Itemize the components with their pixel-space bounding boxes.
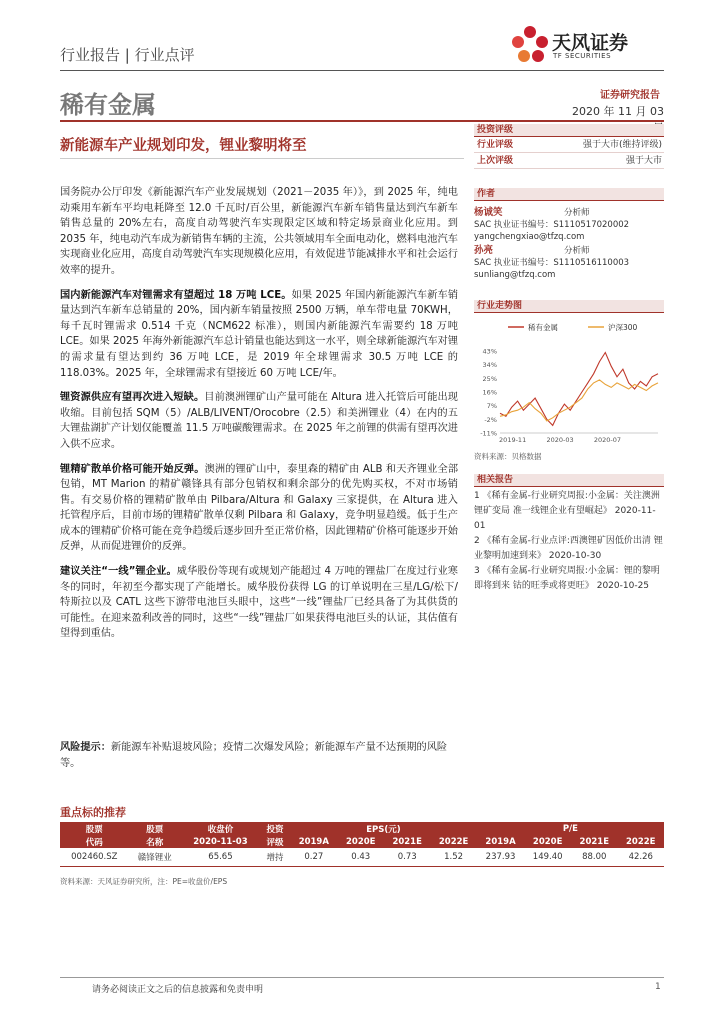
y-tick-label: 25%: [482, 374, 497, 383]
report-type: 行业报告 | 行业点评: [60, 46, 195, 64]
header-cell: 2019A: [290, 835, 337, 848]
author-role: 分析师: [564, 246, 590, 256]
logo-english: TF SECURITIES: [553, 52, 612, 60]
related-title: 相关报告: [474, 474, 664, 487]
table-cell: 149.40: [524, 848, 571, 866]
table-cell: 65.65: [181, 848, 260, 866]
risk-text: 新能源车补贴退坡风险；疫情二次爆发风险；新能源车产量不达预期的风险等。: [60, 742, 448, 769]
trend-source: 资料来源：贝格数据: [474, 452, 542, 461]
header-cell: 2020E: [524, 835, 571, 848]
rating-row: [474, 153, 664, 169]
table-source-note: 资料来源：天风证券研究所，注：PE=收盘价/EPS: [60, 877, 228, 886]
risk-lead: 风险提示：: [60, 742, 111, 753]
header-cell: 2022E: [617, 835, 664, 848]
series-line: [500, 353, 658, 426]
paragraph: [60, 462, 458, 556]
y-tick-label: 16%: [482, 388, 497, 397]
table-cell: 赣锋锂业: [129, 848, 181, 866]
table-cell: 237.93: [477, 848, 524, 866]
title-underline: [60, 158, 464, 159]
paragraph-lead: 建议关注“一线”锂企业。: [60, 566, 177, 578]
author-name: 孙亮: [474, 245, 494, 256]
paragraph-text: 如果 2025 年国内新能源汽车新车销量达到汽车新车总销量的 20%，国内新车销量按照 2500 万辆，单车带电量 70KWH，每千瓦时锂需求 0.514 千克（NCM622 标准），则国内新能源汽车需要约 18 万吨 LCE。如果 2025 年海外新能源汽车总计销量也能达到这一水平，则全球新能源汽车对锂的需求量有望达到约 36 万吨 LCE，是 2019 年全球锂需求 30.5 万吨 LCE 的 118.03%。2025 年，全球锂需求有望接近 60 万吨 LCE/年。: [60, 289, 459, 379]
paragraph-text: 威华股份等现有或规划产能超过 4 万吨的锂盐厂在度过行业寒冬的同时，年初至今都实现了产能增长。威华股份获得 LG 的订单说明在三星/LG/松下/特斯拉以及 CATL 这些下游带电池巨头眼中，这些“一线”锂盐厂已经具备了为其供货的可能性。在迎来盈利改善的同时，这些“一线”锂盐厂如果获得电池巨头的认证，其估值有望得到重估。: [60, 566, 458, 640]
rating-row: [474, 137, 664, 153]
table-row: [60, 848, 664, 866]
table-cell: 002460.SZ: [60, 848, 129, 866]
y-tick-label: 7%: [486, 402, 497, 411]
y-tick-label: 34%: [482, 361, 497, 370]
footer-divider: [60, 977, 664, 978]
header-cell: 2021E: [571, 835, 617, 848]
author-role: 分析师: [564, 208, 590, 218]
rating-value: 强于大市(维持评级): [582, 140, 662, 150]
risk-warning: [60, 740, 458, 771]
sector-title: 稀有金属: [60, 91, 156, 119]
stocks-table: [60, 822, 664, 867]
header-cell: 代码: [60, 835, 129, 848]
rating-value: 强于大市: [625, 156, 662, 166]
paragraph: [60, 390, 458, 452]
x-tick-label: 2020-07: [593, 436, 622, 444]
author-cert: SAC 执业证书编号：S1110516110003: [474, 258, 630, 268]
paragraph: [60, 564, 458, 642]
header-cell: 股票: [129, 822, 181, 835]
legend-label: 沪深300: [608, 323, 638, 332]
x-tick-label: 2019-11: [499, 436, 527, 444]
header-divider: [60, 70, 664, 71]
header-cell: 2020-11-03: [181, 835, 260, 848]
logo-icon: [508, 20, 552, 68]
related-item[interactable]: 1 《稀有金属-行业研究周报:小金属：关注澳洲锂矿变局 准一线锂企业有望崛起》 2020-11-01: [474, 491, 660, 531]
table-cell: 0.43: [338, 848, 384, 866]
author-email[interactable]: sunliang@tfzq.com: [474, 270, 556, 280]
header-cell: 股票: [60, 822, 129, 835]
related-box: [474, 474, 664, 594]
header-cell: P/E: [477, 822, 664, 835]
paragraph-lead: 锂资源供应有望再次进入短缺。: [60, 392, 205, 404]
rating-key: 上次评级: [477, 156, 514, 166]
header-cell: 名称: [129, 835, 181, 848]
related-item[interactable]: 2 《稀有金属-行业点评:西澳锂矿因低价出清 锂业黎明加速到来》 2020-10-30: [474, 536, 663, 561]
header-cell: 投资: [260, 822, 290, 835]
header-cell: 2019A: [477, 835, 524, 848]
x-tick-label: 2020-03: [546, 436, 574, 444]
y-tick-label: -2%: [484, 415, 497, 424]
authors-box: [474, 188, 664, 281]
header-cell: 2022E: [430, 835, 476, 848]
y-tick-label: 43%: [482, 347, 497, 356]
rating-title: 投资评级: [474, 124, 664, 137]
header-cell: 评级: [260, 835, 290, 848]
y-tick-label: -11%: [480, 429, 497, 438]
author-name: 杨诚笑: [474, 207, 503, 218]
rating-box: [474, 124, 664, 169]
paragraph-text: 澳洲的锂矿山中，泰里森的精矿由 ALB 和天齐锂业全部包销，MT Marion 的精矿赣锋具有部分包销权和剩余部分的优先购买权，不对市场销售。有交易价格的锂精矿散单由 Pilbara/Altura 和 Galaxy 三家提供，在 Altura 进入托管程序后，目前市场的锂精矿散单仅剩 Pilbara 和 Galaxy，竞争明显趋缓。低于生产成本的锂精矿价格可能在竞争趋缓后逐步回升至正常价格，因此锂精矿价格可能逐步开始反弹，从而促进锂价的反弹。: [60, 463, 459, 553]
title-divider: [60, 120, 664, 122]
page-number: 1: [655, 982, 661, 992]
paragraph: 国务院办公厅印发《新能源汽车产业发展规划（2021－2035 年）》，到 2025 年，纯电动乘用车新车平均电耗降至 12.0 千瓦时/百公里，新能源汽车新车销售量达到汽车新车销售总量的 20%左右，高度自动驾驶汽车实现限定区域和特定场景商业化应用。到 2035 年，纯电动汽车成为新销售车辆的主流，公共领域用车全面电动化，燃料电池汽车实现商业化应用，高度自动驾驶汽车实现规模化应用，有效促进节能减排水平和社会运行效率的提升。: [60, 187, 458, 276]
footer-disclaimer[interactable]: 请务必阅读正文之后的信息披露和免责申明: [92, 985, 264, 995]
report-date: 2020 年 11 月 03: [572, 105, 664, 118]
authors-title: 作者: [474, 188, 664, 201]
related-item[interactable]: 3 《稀有金属-行业研究周报:小金属：锂的黎明即将到来 钴的旺季或将更旺》 2020-10-25: [474, 566, 660, 591]
header-cell: EPS(元): [290, 822, 477, 835]
trend-chart: [474, 313, 664, 445]
table-cell: 88.00: [571, 848, 617, 866]
header-cell: 2020E: [338, 835, 384, 848]
header-cell: 收盘价: [181, 822, 260, 835]
paragraph-text: 目前澳洲锂矿山产量可能在 Altura 进入托管后可能出现收缩。目前包括 SQM（5）/ALB/LIVENT/Orocobre（2.5）和美洲锂业（4）在内的五大锂盐湖扩产计划仅能覆盖 11.5 万吨碳酸锂需求。在 2025 年之前锂的供需有望再次进入供不应求。: [60, 392, 458, 450]
trend-box: [474, 300, 664, 462]
author-cert: SAC 执业证书编号：S1110517020002: [474, 220, 630, 230]
table-cell: 42.26: [617, 848, 664, 866]
author: [474, 245, 664, 281]
legend-label: 稀有金属: [528, 323, 558, 332]
table-header-row: [60, 822, 664, 835]
series-line: [500, 380, 658, 421]
trend-title: 行业走势图: [474, 300, 664, 313]
header-cell: 2021E: [384, 835, 430, 848]
stocks-title: 重点标的推荐: [60, 806, 126, 819]
table-header-row: [60, 835, 664, 848]
table-cell: 1.52: [430, 848, 476, 866]
report-title: 新能源车产业规划印发，锂业黎明将至: [60, 138, 307, 154]
paragraph-lead: 国内新能源汽车对锂需求有望超过 18 万吨 LCE。: [60, 289, 292, 301]
table-cell: 0.27: [290, 848, 337, 866]
table-cell: 0.73: [384, 848, 430, 866]
author-email[interactable]: yangchengxiao@tfzq.com: [474, 232, 585, 242]
author: [474, 207, 664, 243]
rating-key: 行业评级: [477, 140, 514, 150]
table-cell: 增持: [260, 848, 290, 866]
paragraph-lead: 锂精矿散单价格可能开始反弹。: [60, 463, 205, 475]
report-kind: 证券研究报告: [600, 90, 660, 101]
main-text: [60, 185, 458, 651]
paragraph: [60, 288, 458, 382]
logo-name: 天风证券: [552, 32, 629, 54]
